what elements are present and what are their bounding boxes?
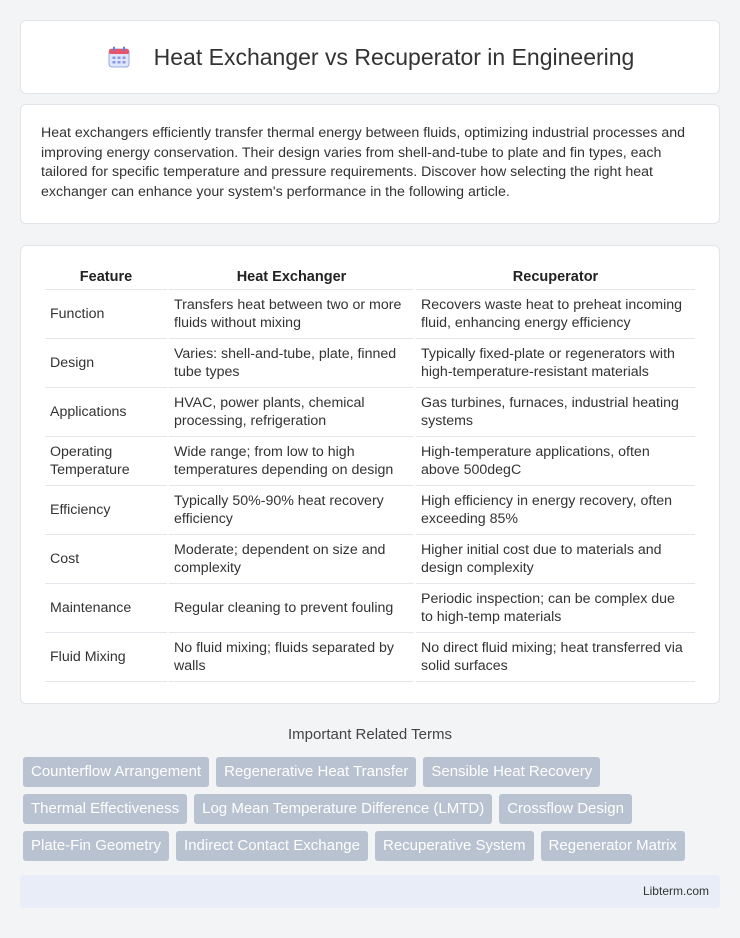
feature-cell: Fluid Mixing [45, 633, 167, 682]
table-header-row [45, 265, 695, 290]
related-terms-heading: Important Related Terms [288, 725, 452, 743]
site-credit[interactable]: Libterm.com [642, 884, 709, 899]
table-row [45, 339, 695, 388]
table-row [45, 388, 695, 437]
table-row [45, 535, 695, 584]
recuperator-cell: Higher initial cost due to materials and design complexity [416, 535, 695, 584]
header-recuperator: Recuperator [416, 265, 695, 290]
header-heat-exchanger: Heat Exchanger [169, 265, 414, 290]
term-tag[interactable]: Indirect Contact Exchange [176, 831, 368, 861]
feature-cell: Operating Temperature [45, 437, 167, 486]
table-row [45, 584, 695, 633]
heat-exchanger-cell: Typically 50%-90% heat recovery efficiency [169, 486, 414, 535]
intro-paragraph: Heat exchangers efficiently transfer thermal energy between fluids, optimizing industrial processes and improving energy conservation. Their design varies from shell-and-tube to plate and fin types, each tailored for specific temperature and pressure requirements. Discover how selecting the right heat exchanger can enhance your system's performance in the following article. [41, 125, 686, 201]
recuperator-cell: No direct fluid mixing; heat transferred via solid surfaces [416, 633, 695, 682]
term-tag[interactable]: Regenerative Heat Transfer [216, 757, 416, 787]
feature-cell: Design [45, 339, 167, 388]
heat-exchanger-cell: No fluid mixing; fluids separated by walls [169, 633, 414, 682]
heat-exchanger-cell: Moderate; dependent on size and complexity [169, 535, 414, 584]
recuperator-cell: High-temperature applications, often above 500degC [416, 437, 695, 486]
term-tag[interactable]: Crossflow Design [499, 794, 632, 824]
term-tag[interactable]: Recuperative System [375, 831, 534, 861]
feature-cell: Cost [45, 535, 167, 584]
table-row [45, 437, 695, 486]
comparison-card [20, 245, 720, 704]
recuperator-cell: High efficiency in energy recovery, often exceeding 85% [416, 486, 695, 535]
feature-cell: Efficiency [45, 486, 167, 535]
table-row [45, 486, 695, 535]
term-tag[interactable]: Sensible Heat Recovery [423, 757, 600, 787]
intro-card [20, 104, 720, 224]
feature-cell: Maintenance [45, 584, 167, 633]
term-tag[interactable]: Plate-Fin Geometry [23, 831, 169, 861]
feature-cell: Applications [45, 388, 167, 437]
heat-exchanger-cell: Wide range; from low to high temperatures depending on design [169, 437, 414, 486]
term-tag[interactable]: Regenerator Matrix [541, 831, 685, 861]
term-tag[interactable]: Log Mean Temperature Difference (LMTD) [194, 794, 492, 824]
heat-exchanger-cell: Transfers heat between two or more fluids without mixing [169, 290, 414, 339]
footer [20, 875, 720, 908]
heat-exchanger-cell: Regular cleaning to prevent fouling [169, 584, 414, 633]
term-tag[interactable]: Counterflow Arrangement [23, 757, 209, 787]
feature-cell: Function [45, 290, 167, 339]
comparison-table [43, 265, 697, 682]
recuperator-cell: Typically fixed-plate or regenerators with high-temperature-resistant materials [416, 339, 695, 388]
heat-exchanger-cell: HVAC, power plants, chemical processing, refrigeration [169, 388, 414, 437]
related-terms-list [20, 757, 720, 868]
heat-exchanger-cell: Varies: shell-and-tube, plate, finned tube types [169, 339, 414, 388]
page-title: Heat Exchanger vs Recuperator in Engineering [153, 43, 635, 70]
recuperator-cell: Periodic inspection; can be complex due to high-temp materials [416, 584, 695, 633]
table-row [45, 290, 695, 339]
recuperator-cell: Recovers waste heat to preheat incoming fluid, enhancing energy efficiency [416, 290, 695, 339]
recuperator-cell: Gas turbines, furnaces, industrial heating systems [416, 388, 695, 437]
table-row [45, 633, 695, 682]
title-card [20, 20, 720, 94]
calendar-icon [106, 44, 132, 70]
term-tag[interactable]: Thermal Effectiveness [23, 794, 187, 824]
header-feature: Feature [45, 265, 167, 290]
